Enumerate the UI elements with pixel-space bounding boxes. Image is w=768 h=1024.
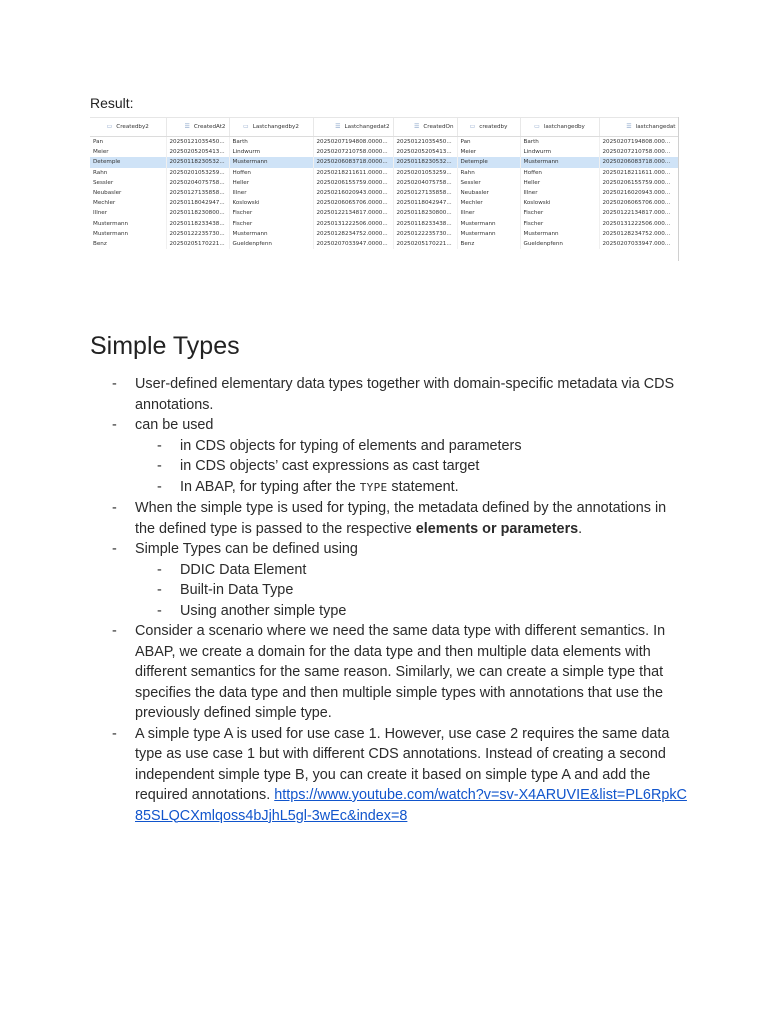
table-cell[interactable]: 20250121035450... bbox=[393, 137, 457, 148]
table-cell[interactable]: Mustermann bbox=[229, 157, 313, 167]
table-cell[interactable]: Detemple bbox=[457, 157, 520, 167]
bullet-text: Using another simple type bbox=[180, 602, 347, 619]
column-header[interactable] bbox=[457, 118, 520, 137]
table-cell[interactable]: Mustermann bbox=[520, 229, 599, 239]
list-item bbox=[90, 539, 690, 621]
column-header[interactable] bbox=[166, 118, 229, 137]
table-row[interactable] bbox=[90, 178, 679, 188]
column-type-text-icon: ▭ bbox=[534, 123, 540, 130]
list-item bbox=[90, 621, 690, 724]
table-cell[interactable]: 20250205170221... bbox=[166, 239, 229, 249]
table-row[interactable] bbox=[90, 157, 679, 167]
table-cell[interactable]: Hoffen bbox=[229, 168, 313, 178]
table-cell[interactable]: Rahn bbox=[90, 168, 166, 178]
table-cell[interactable]: Hoffen bbox=[520, 168, 599, 178]
bullet-text: In ABAP, for typing after the bbox=[180, 478, 360, 495]
list-item bbox=[90, 415, 690, 498]
sub-list-item bbox=[135, 436, 690, 457]
table-cell[interactable]: Sessler bbox=[90, 178, 166, 188]
table-cell[interactable]: Mustermann bbox=[90, 219, 166, 229]
column-header-label: lastchangedat bbox=[635, 124, 676, 130]
bullet-text: in CDS objects’ cast expressions as cast target bbox=[180, 458, 480, 474]
bullet-text: Consider a scenario where we need the same data type with different semantics. In ABAP, we create a domain for the data type and then multiple data elements with different semantics for the same reason. Similarly, we can create a simple type that specifies the data type and then multiple simple types with annotations that use the previously defined simple type. bbox=[135, 623, 666, 721]
table-cell[interactable]: Mustermann bbox=[457, 229, 520, 239]
column-type-text-icon: ▭ bbox=[243, 123, 249, 130]
bullet-text: can be used bbox=[135, 417, 214, 433]
column-type-number-icon: ☰ bbox=[184, 123, 190, 130]
table-cell[interactable]: 20250216020943.000... bbox=[599, 188, 679, 198]
table-cell[interactable]: 20250118042947... bbox=[393, 198, 457, 208]
table-cell[interactable]: 20250205170221... bbox=[393, 239, 457, 249]
table-cell[interactable]: 20250207194808.000... bbox=[599, 137, 679, 148]
table-cell[interactable]: 20250207033947.000... bbox=[599, 239, 679, 249]
column-header[interactable] bbox=[229, 118, 313, 137]
column-header-label: Createdby2 bbox=[116, 124, 149, 130]
table-cell[interactable]: 20250201053259... bbox=[166, 168, 229, 178]
bold-text: elements or parameters bbox=[415, 520, 579, 537]
table-cell[interactable]: Neubasler bbox=[457, 188, 520, 198]
table-cell[interactable]: 20250204075758... bbox=[393, 178, 457, 188]
bullet-text: Simple Types can be defined using bbox=[135, 541, 358, 557]
table-cell[interactable]: 20250207033947.0000... bbox=[313, 239, 393, 249]
list-item bbox=[90, 374, 690, 415]
table-row[interactable] bbox=[90, 208, 679, 218]
table-cell[interactable]: Benz bbox=[457, 239, 520, 249]
table-cell[interactable]: Neubasler bbox=[90, 188, 166, 198]
column-header[interactable] bbox=[90, 118, 166, 137]
table-cell[interactable]: Pan bbox=[457, 137, 520, 148]
table-cell[interactable]: 20250118233438... bbox=[166, 219, 229, 229]
table-row[interactable] bbox=[90, 219, 679, 229]
table-cell[interactable]: Gueldenpfenn bbox=[520, 239, 599, 249]
table-cell[interactable]: 20250216020943.0000... bbox=[313, 188, 393, 198]
bullet-text: in CDS objects for typing of elements and parameters bbox=[180, 437, 522, 454]
table-row[interactable] bbox=[90, 147, 679, 157]
table-row[interactable] bbox=[90, 198, 679, 208]
table-cell[interactable]: Fischer bbox=[229, 219, 313, 229]
table-cell[interactable]: Lindwurm bbox=[520, 147, 599, 157]
table-cell[interactable]: Heller bbox=[229, 178, 313, 188]
sub-list bbox=[135, 560, 690, 622]
table-cell[interactable]: Rahn bbox=[457, 168, 520, 178]
table-cell[interactable]: 20250128234752.000... bbox=[599, 229, 679, 239]
table-row[interactable] bbox=[90, 239, 679, 249]
table-cell[interactable]: Heller bbox=[520, 178, 599, 188]
result-grid-screenshot bbox=[90, 117, 679, 262]
result-label: Result: bbox=[90, 95, 134, 111]
table-row[interactable] bbox=[90, 137, 679, 148]
table-cell[interactable]: 20250206083718.000... bbox=[599, 157, 679, 167]
bullet-text: When the simple type is used for typing, the metadata defined by the annotations in the defined type is passed to the respective bbox=[135, 500, 667, 537]
table-cell[interactable]: Illner bbox=[90, 208, 166, 218]
table-cell[interactable]: 20250131222506.0000... bbox=[313, 219, 393, 229]
bullet-text: statement. bbox=[387, 478, 459, 495]
bullet-list bbox=[90, 374, 690, 826]
column-header[interactable] bbox=[393, 118, 457, 137]
column-header-label: Lastchangedat2 bbox=[344, 124, 390, 130]
table-cell[interactable]: 20250122235730... bbox=[166, 229, 229, 239]
list-item bbox=[90, 498, 690, 539]
table-header-row bbox=[90, 118, 679, 137]
table-cell[interactable]: Meier bbox=[90, 147, 166, 157]
table-cell[interactable]: 20250206083718.0000... bbox=[313, 157, 393, 167]
table-cell[interactable]: Fischer bbox=[520, 208, 599, 218]
column-header-label: createdby bbox=[479, 124, 508, 130]
sub-list bbox=[135, 436, 690, 499]
table-cell[interactable]: Fischer bbox=[229, 208, 313, 218]
table-cell[interactable]: 20250122134817.000... bbox=[599, 208, 679, 218]
table-cell[interactable]: Illner bbox=[457, 208, 520, 218]
table-cell[interactable]: Mustermann bbox=[90, 229, 166, 239]
table-cell[interactable]: 20250207194808.0000... bbox=[313, 137, 393, 148]
bullet-text: User-defined elementary data types together with domain-specific metadata via CDS annotations. bbox=[135, 376, 675, 413]
table-cell[interactable]: Mustermann bbox=[520, 157, 599, 167]
table-cell[interactable]: 20250206155759.000... bbox=[599, 178, 679, 188]
sub-list-item bbox=[135, 601, 690, 622]
table-row[interactable] bbox=[90, 168, 679, 178]
table-cell[interactable]: 20250127135858... bbox=[393, 188, 457, 198]
result-table bbox=[90, 118, 679, 249]
table-cell[interactable]: 20250218211611.0000... bbox=[313, 168, 393, 178]
table-cell[interactable]: 20250207210758.000... bbox=[599, 147, 679, 157]
table-cell[interactable]: Illner bbox=[229, 188, 313, 198]
bullet-text: A simple type A is used for use case 1. However, use case 2 requires the same data type as use case 1 but with different CDS annotations. Instead of creating a second independent simple type B, you can create it based on simple type A and add the required annotations. bbox=[135, 725, 670, 803]
list-item bbox=[90, 724, 690, 827]
column-type-number-icon: ▭ bbox=[469, 123, 476, 130]
sub-list-item bbox=[135, 477, 690, 499]
table-cell[interactable]: 20250118042947... bbox=[166, 198, 229, 208]
grid-divider bbox=[678, 117, 679, 261]
table-cell[interactable]: Barth bbox=[520, 137, 599, 148]
table-cell[interactable]: Mustermann bbox=[229, 229, 313, 239]
bullet-text: DDIC Data Element bbox=[180, 561, 307, 578]
column-header-label: lastchangedby bbox=[543, 124, 585, 130]
table-cell[interactable]: Mechler bbox=[457, 198, 520, 208]
sub-list-item bbox=[135, 580, 690, 601]
content-body bbox=[90, 374, 690, 826]
table-cell[interactable]: 20250207210758.0000... bbox=[313, 147, 393, 157]
code-keyword: TYPE bbox=[359, 480, 388, 494]
table-cell[interactable]: Detemple bbox=[90, 157, 166, 167]
table-cell[interactable]: 20250118230800... bbox=[393, 208, 457, 218]
table-cell[interactable]: 20250118230532... bbox=[393, 157, 457, 167]
table-row[interactable] bbox=[90, 229, 679, 239]
table-cell[interactable]: 20250204075758... bbox=[166, 178, 229, 188]
table-cell[interactable]: 20250205205413... bbox=[166, 147, 229, 157]
table-cell[interactable]: 20250131222506.000... bbox=[599, 219, 679, 229]
table-cell[interactable]: Fischer bbox=[520, 219, 599, 229]
table-cell[interactable]: Barth bbox=[229, 137, 313, 148]
column-type-text-icon: ▭ bbox=[106, 123, 113, 130]
table-cell[interactable]: Koslowski bbox=[520, 198, 599, 208]
bullet-text: . bbox=[578, 520, 583, 537]
table-cell[interactable]: 20250218211611.000... bbox=[599, 168, 679, 178]
table-cell[interactable]: 20250206065706.000... bbox=[599, 198, 679, 208]
table-cell[interactable]: Mechler bbox=[90, 198, 166, 208]
bullet-text: Built-in Data Type bbox=[180, 582, 294, 598]
table-cell[interactable]: 20250118230800... bbox=[166, 208, 229, 218]
table-cell[interactable]: Illner bbox=[520, 188, 599, 198]
table-cell[interactable]: 20250201053259... bbox=[393, 168, 457, 178]
table-cell[interactable]: 20250205205413... bbox=[393, 147, 457, 157]
table-cell[interactable]: Pan bbox=[90, 137, 166, 148]
table-cell[interactable]: Gueldenpfenn bbox=[229, 239, 313, 249]
table-cell[interactable]: 20250206155759.0000... bbox=[313, 178, 393, 188]
table-body bbox=[90, 137, 679, 250]
table-cell[interactable]: 20250206065706.0000... bbox=[313, 198, 393, 208]
table-cell[interactable]: Lindwurm bbox=[229, 147, 313, 157]
column-header-label: CreatedAt2 bbox=[193, 124, 226, 130]
column-header-label: Lastchangedby2 bbox=[252, 124, 299, 130]
table-cell[interactable]: Koslowski bbox=[229, 198, 313, 208]
table-cell[interactable]: Mustermann bbox=[457, 219, 520, 229]
table-cell[interactable]: 20250122235730... bbox=[393, 229, 457, 239]
column-type-number-icon: ☰ bbox=[335, 123, 341, 130]
table-cell[interactable]: 20250121035450... bbox=[166, 137, 229, 148]
section-title: Simple Types bbox=[90, 332, 240, 360]
table-cell[interactable]: 20250127135858... bbox=[166, 188, 229, 198]
column-type-number-icon: ☰ bbox=[626, 123, 632, 130]
column-header-label: CreatedOn bbox=[423, 124, 454, 130]
table-row[interactable] bbox=[90, 188, 679, 198]
table-cell[interactable]: 20250118233438... bbox=[393, 219, 457, 229]
sub-list-item bbox=[135, 560, 690, 581]
table-cell[interactable]: Benz bbox=[90, 239, 166, 249]
column-header[interactable] bbox=[520, 118, 599, 137]
column-header[interactable] bbox=[313, 118, 393, 137]
table-cell[interactable]: Meier bbox=[457, 147, 520, 157]
youtube-link[interactable]: https://www.youtube.com/watch?v=sv-X4ARUVIE&list=PL6RpkC85SLQCXmlqoss4bJjhL5gl-3wEc&index=8 bbox=[135, 787, 687, 824]
table-cell[interactable]: 20250118230532... bbox=[166, 157, 229, 167]
table-cell[interactable]: Sessler bbox=[457, 178, 520, 188]
table-cell[interactable]: 20250122134817.0000... bbox=[313, 208, 393, 218]
table-cell[interactable]: 20250128234752.0000... bbox=[313, 229, 393, 239]
sub-list-item bbox=[135, 456, 690, 477]
column-type-text-icon: ☰ bbox=[414, 123, 420, 130]
column-header[interactable] bbox=[599, 118, 679, 137]
